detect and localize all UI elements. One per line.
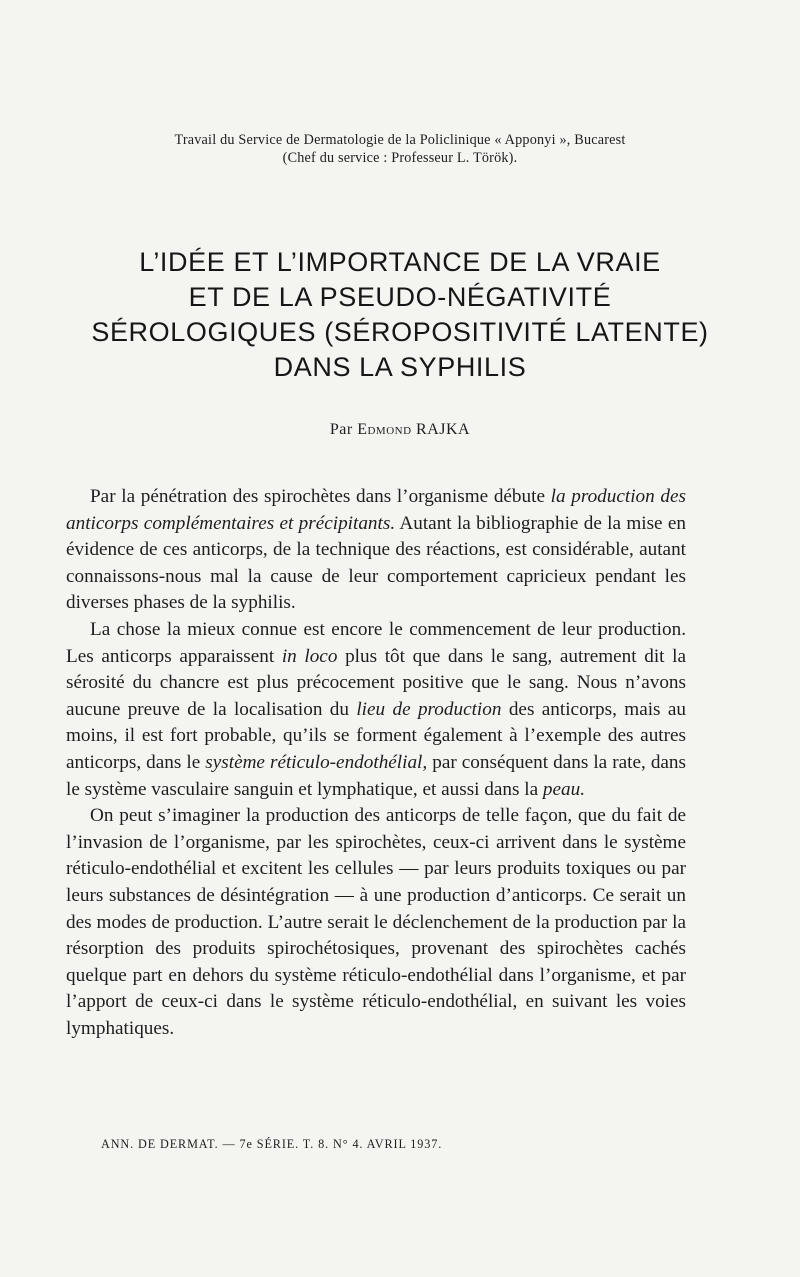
paragraph-1 (66, 484, 686, 617)
affiliation-line-1: Travail du Service de Dermatologie de la Policlinique « Apponyi », Bucarest (174, 132, 626, 148)
author-first-name: Edmond (357, 421, 412, 438)
article-title-line-2: ET DE LA PSEUDO-NÉGATIVITÉ (188, 282, 612, 312)
p1-text-a: Par la pénétration des spirochètes dans l’organisme débute (90, 486, 551, 507)
p1-italic-b: la production des anticorps complémentaires et précipitants. (66, 486, 686, 534)
p2-italic-h: peau. (542, 778, 586, 800)
article-title-line-3: SÉROLOGIQUES (SÉROPOSITIVITÉ LATENTE) (91, 317, 709, 347)
p2-text-c: plus tôt que dans le sang, autrement dit la sérosité du chancre est plus précocement positive que le sang. Nous n’avons aucune preuve de la localisation du (66, 645, 686, 720)
author-prefix: Par (329, 421, 353, 438)
p2-text-a: La chose la mieux connue est encore le commencement de leur production. Les anticorps apparaissent (66, 618, 686, 667)
p2-italic-f: système réticulo-endothélial, (205, 751, 428, 773)
p2-text-g: par conséquent dans la rate, dans le système vasculaire sanguin et lymphatique, et aussi dans la (66, 751, 686, 800)
paragraph-3: On peut s’imaginer la production des anticorps de telle façon, que du fait de l’invasion de l’organisme, par les spirochètes, ceux-ci arrivent dans le système réticulo-endothélial et excitent les cellules — par leurs produits toxiques ou par leurs substances de désintégration — à une production d’anticorps. Ce serait un des modes de production. L’autre serait le déclenchement de la production par la résorption des produits spirochétosiques, provenant des spirochètes cachés quelque part en dehors du système réticulo-endothélial dans l’organisme, et par l’apport de ceux-ci dans le système réticulo-endothélial, en suivant les voies lymphatiques. (66, 805, 686, 1039)
p1-text-c: Autant la bibliographie de la mise en évidence de ces anticorps, de la technique des réactions, est considérable, autant connaissons-nous mal la cause de leur comportement capricieux pendant les diverses phases de la syphilis. (66, 512, 687, 614)
p2-text-e: des anticorps, mais au moins, il est fort probable, qu’ils se forment également à l’exemple des autres anticorps, dans le (66, 698, 686, 773)
article-body (66, 484, 686, 1042)
p2-italic-b: in loco (281, 645, 338, 667)
article-title-line-1: L’IDÉE ET L’IMPORTANCE DE LA VRAIE (139, 247, 661, 277)
author-byline (60, 419, 740, 441)
p2-italic-d: lieu de production (356, 698, 502, 720)
article-title-line-4: DANS LA SYPHILIS (273, 352, 527, 382)
paragraph-2 (66, 617, 686, 803)
affiliation-line-2: (Chef du service : Professeur L. Török). (282, 150, 518, 166)
journal-citation-footer: ANN. DE DERMAT. — 7e SÉRIE. T. 8. N° 4. AVRIL 1937. (101, 1137, 443, 1151)
author-last-name: RAJKA (416, 421, 471, 438)
